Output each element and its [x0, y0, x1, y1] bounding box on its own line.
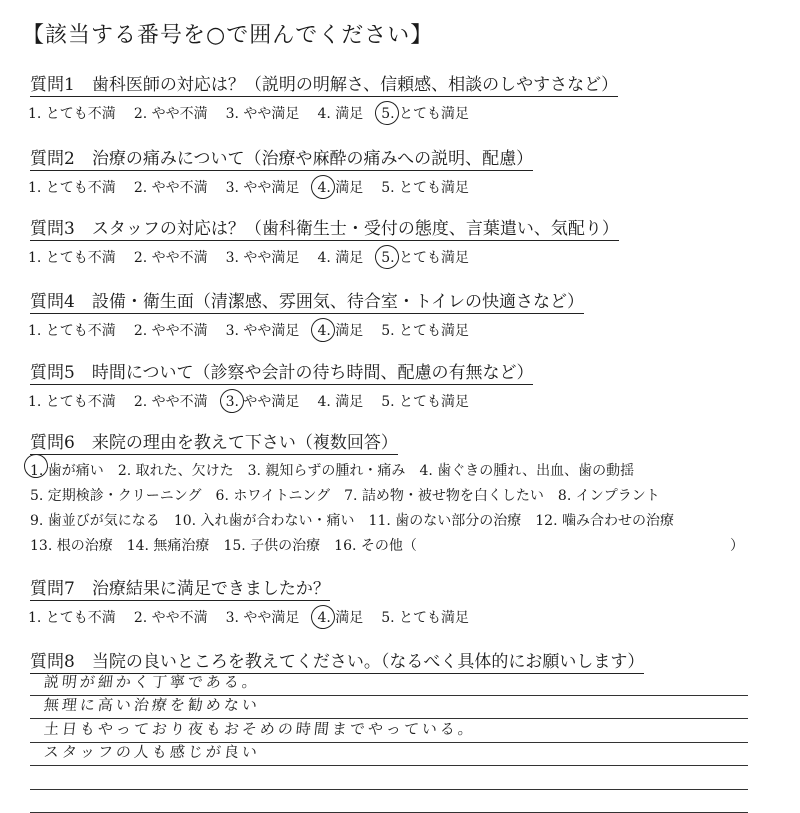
reason-option-12[interactable]	[535, 509, 674, 534]
scale-option-2[interactable]	[134, 320, 208, 340]
option-label: とても満足	[395, 180, 469, 196]
answer-line	[30, 790, 748, 813]
reason-option-14[interactable]	[127, 534, 210, 559]
option-label: やや不満	[147, 180, 207, 196]
option-number: 4.	[317, 106, 330, 122]
scale-option-3[interactable]	[226, 391, 300, 411]
scale-option-2[interactable]	[134, 607, 208, 627]
option-label: とても満足	[395, 323, 469, 339]
option-number: 1.	[28, 180, 41, 196]
option-label: やや不満	[147, 323, 207, 339]
option-label: とても不満	[41, 394, 115, 410]
option-label: 無痛治療	[149, 538, 209, 554]
reason-option-9[interactable]	[30, 509, 160, 534]
answer-line	[30, 719, 748, 743]
option-label: やや不満	[147, 394, 207, 410]
option-number: 5.	[381, 250, 394, 266]
question-4	[30, 287, 790, 340]
reason-option-11[interactable]	[369, 509, 522, 534]
option-label: やや満足	[239, 394, 299, 410]
option-number: 14.	[127, 534, 149, 559]
scale-option-4[interactable]	[317, 607, 363, 627]
option-label: やや不満	[147, 250, 207, 266]
option-number: 8.	[558, 484, 571, 509]
option-label: やや不満	[147, 610, 207, 626]
option-number: 1.	[28, 250, 41, 266]
reason-row	[30, 484, 790, 509]
option-number: 5.	[381, 106, 394, 122]
handwritten-answer: 無理に高い治療を勧めない	[43, 694, 261, 715]
option-label: やや満足	[239, 250, 299, 266]
scale-option-4[interactable]	[317, 247, 363, 267]
option-number: 4.	[317, 323, 330, 339]
option-number: 3.	[226, 323, 239, 339]
option-number: 5.	[381, 394, 394, 410]
scale-option-3[interactable]	[226, 247, 300, 267]
scale-options	[28, 391, 790, 411]
scale-option-3[interactable]	[226, 320, 300, 340]
option-label: とても不満	[41, 250, 115, 266]
option-number: 7.	[344, 484, 357, 509]
reason-option-2[interactable]	[118, 459, 234, 484]
option-label: とても満足	[395, 394, 469, 410]
option-number: 3.	[248, 459, 261, 484]
scale-option-1[interactable]	[28, 103, 116, 123]
option-number: 3.	[226, 106, 239, 122]
option-label: 子供の治療	[246, 538, 320, 554]
option-number: 2.	[134, 610, 147, 626]
option-label: やや満足	[239, 180, 299, 196]
option-number: 11.	[369, 509, 391, 534]
scale-options	[28, 247, 790, 267]
option-label: その他（	[356, 538, 416, 554]
scale-option-5[interactable]	[381, 247, 469, 267]
option-label: 入れ歯が合わない・痛い	[196, 513, 354, 529]
option-label: 満足	[331, 394, 363, 410]
option-number: 4.	[419, 459, 432, 484]
option-label: ホワイトニング	[229, 488, 330, 504]
option-number: 2.	[134, 394, 147, 410]
other-close-paren: ）	[730, 534, 744, 559]
reason-option-7[interactable]	[344, 484, 544, 509]
option-label: 満足	[331, 610, 363, 626]
option-number: 13.	[30, 534, 52, 559]
question-title: 質問5 時間について（診察や会計の待ち時間、配慮の有無など）	[30, 358, 533, 385]
option-label: 歯のない部分の治療	[391, 513, 521, 529]
option-number: 10.	[174, 509, 196, 534]
option-number: 2.	[134, 180, 147, 196]
option-number: 1.	[30, 459, 43, 484]
option-number: 3.	[226, 394, 239, 410]
question-title: 質問3 スタッフの対応は？（歯科衛生士・受付の態度、言葉遣い、気配り）	[30, 214, 619, 241]
handwritten-answer: 土日もやっており夜もおそめの時間までやっている。	[43, 718, 477, 739]
option-label: 根の治療	[52, 538, 112, 554]
option-label: 詰め物・被せ物を白くしたい	[357, 488, 543, 504]
option-label: 満足	[331, 323, 363, 339]
answer-lines	[30, 672, 748, 813]
option-label: とても満足	[395, 610, 469, 626]
scale-option-4[interactable]	[317, 177, 363, 197]
question-title: 質問6 来院の理由を教えて下さい（複数回答）	[30, 428, 398, 455]
option-label: インプラント	[571, 488, 659, 504]
option-label: 噛み合わせの治療	[558, 513, 674, 529]
question-title: 質問8 当院の良いところを教えてください。（なるべく具体的にお願いします）	[30, 647, 644, 674]
option-number: 15.	[223, 534, 245, 559]
scale-options	[28, 320, 790, 340]
option-number: 1.	[28, 610, 41, 626]
reason-options	[30, 459, 790, 559]
option-label: やや満足	[239, 610, 299, 626]
scale-option-1[interactable]	[28, 247, 116, 267]
scale-option-2[interactable]	[134, 391, 208, 411]
reason-option-6[interactable]	[216, 484, 331, 509]
option-label: とても不満	[41, 180, 115, 196]
option-label: とても不満	[41, 323, 115, 339]
scale-option-5[interactable]	[381, 320, 469, 340]
option-number: 5.	[381, 323, 394, 339]
option-number: 2.	[134, 106, 147, 122]
question-6	[30, 428, 790, 559]
reason-row	[30, 509, 790, 534]
option-number: 4.	[317, 180, 330, 196]
option-number: 5.	[30, 484, 43, 509]
scale-option-3[interactable]	[226, 607, 300, 627]
option-label: 歯が痛い	[43, 463, 103, 479]
option-number: 4.	[317, 394, 330, 410]
reason-option-3[interactable]	[248, 459, 406, 484]
scale-option-1[interactable]	[28, 607, 116, 627]
scale-option-4[interactable]	[317, 103, 363, 123]
option-number: 1.	[28, 323, 41, 339]
reason-option-4[interactable]	[419, 459, 634, 484]
option-number: 2.	[134, 250, 147, 266]
option-label: 取れた、欠けた	[131, 463, 233, 479]
reason-option-13[interactable]	[30, 534, 113, 559]
option-number: 3.	[226, 180, 239, 196]
scale-option-3[interactable]	[226, 177, 300, 197]
option-label: 満足	[331, 180, 363, 196]
question-7	[30, 574, 790, 627]
option-number: 12.	[535, 509, 557, 534]
option-number: 2.	[118, 459, 131, 484]
option-label: とても不満	[41, 610, 115, 626]
option-number: 3.	[226, 250, 239, 266]
scale-options	[28, 103, 790, 123]
question-title: 質問1 歯科医師の対応は？（説明の明解さ、信頼感、相談のしやすさなど）	[30, 70, 618, 97]
option-label: 満足	[331, 250, 363, 266]
question-1	[30, 70, 790, 123]
question-title: 質問2 治療の痛みについて（治療や麻酔の痛みへの説明、配慮）	[30, 144, 533, 171]
option-label: 親知らずの腫れ・痛み	[261, 463, 405, 479]
scale-option-2[interactable]	[134, 177, 208, 197]
reason-row	[30, 459, 790, 484]
handwritten-answer: 説明が細かく丁寧である。	[43, 671, 261, 692]
option-label: 歯並びが気になる	[43, 513, 159, 529]
scale-option-4[interactable]	[317, 391, 363, 411]
option-number: 9.	[30, 509, 43, 534]
answer-line	[30, 766, 748, 790]
option-label: とても満足	[395, 106, 469, 122]
scale-option-5[interactable]	[381, 103, 469, 123]
option-label: 定期検診・クリーニング	[43, 488, 201, 504]
question-2	[30, 144, 790, 197]
option-number: 5.	[381, 610, 394, 626]
question-5	[30, 358, 790, 411]
scale-option-2[interactable]	[134, 103, 208, 123]
scale-options	[28, 607, 790, 627]
scale-options	[28, 177, 790, 197]
page-title: 【該当する番号を○で囲んでください】	[22, 18, 433, 49]
reason-option-15[interactable]	[223, 534, 320, 559]
scale-option-1[interactable]	[28, 177, 116, 197]
answer-line	[30, 672, 748, 696]
scale-option-1[interactable]	[28, 320, 116, 340]
option-number: 3.	[226, 610, 239, 626]
option-number: 4.	[317, 250, 330, 266]
option-number: 1.	[28, 394, 41, 410]
reason-option-10[interactable]	[174, 509, 355, 534]
option-label: 歯ぐきの腫れ、出血、歯の動揺	[433, 463, 634, 479]
question-title: 質問7 治療結果に満足できましたか？	[30, 574, 330, 601]
answer-line	[30, 696, 748, 720]
option-number: 5.	[381, 180, 394, 196]
reason-option-8[interactable]	[558, 484, 660, 509]
option-label: 満足	[331, 106, 363, 122]
reason-option-16[interactable]	[334, 534, 417, 559]
scale-option-2[interactable]	[134, 247, 208, 267]
option-label: やや満足	[239, 106, 299, 122]
reason-option-5[interactable]	[30, 484, 202, 509]
scale-option-3[interactable]	[226, 103, 300, 123]
option-number: 1.	[28, 106, 41, 122]
scale-option-4[interactable]	[317, 320, 363, 340]
scale-option-5[interactable]	[381, 177, 469, 197]
option-number: 16.	[334, 534, 356, 559]
answer-line	[30, 743, 748, 767]
reason-option-1[interactable]	[30, 459, 104, 484]
option-number: 6.	[216, 484, 229, 509]
question-title: 質問4 設備・衛生面（清潔感、雰囲気、待合室・トイレの快適さなど）	[30, 287, 584, 314]
option-number: 4.	[317, 610, 330, 626]
question-3	[30, 214, 790, 267]
option-label: とても満足	[395, 250, 469, 266]
reason-row	[30, 534, 790, 559]
question-8	[30, 647, 790, 674]
scale-option-1[interactable]	[28, 391, 116, 411]
option-label: とても不満	[41, 106, 115, 122]
scale-option-5[interactable]	[381, 391, 469, 411]
scale-option-5[interactable]	[381, 607, 469, 627]
option-number: 2.	[134, 323, 147, 339]
option-label: やや不満	[147, 106, 207, 122]
option-label: やや満足	[239, 323, 299, 339]
handwritten-answer: スタッフの人も感じが良い	[43, 741, 261, 762]
